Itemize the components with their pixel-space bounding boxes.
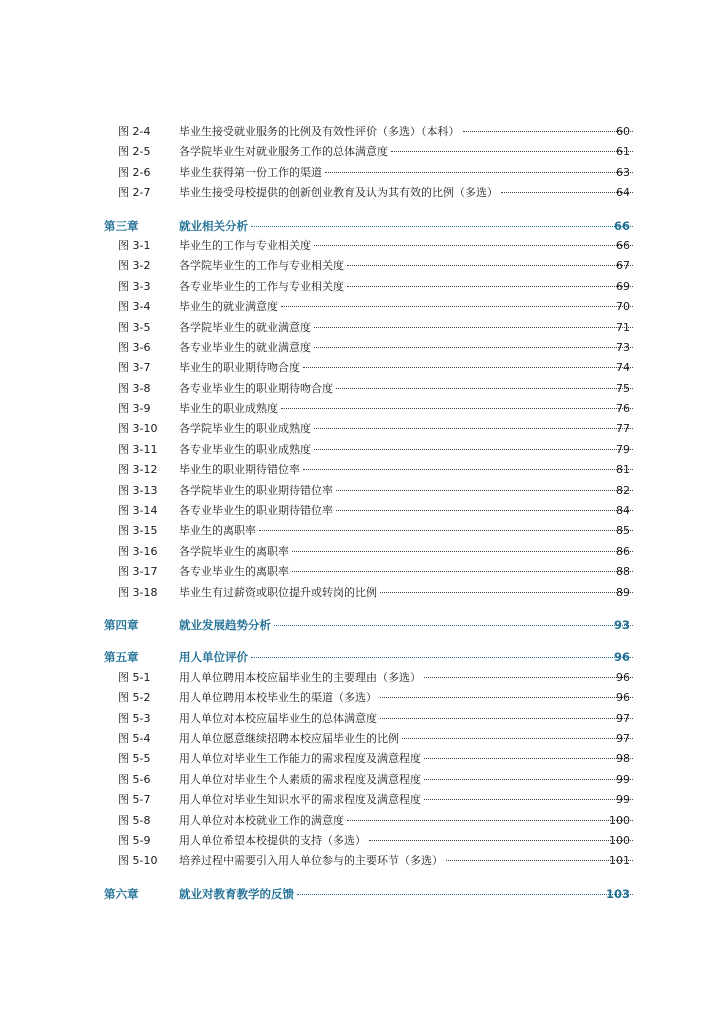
- page-number: 70: [616, 300, 630, 314]
- dot-leader: [336, 387, 633, 389]
- entry-title: 各专业毕业生的职业成熟度: [179, 442, 311, 456]
- entry-title: 各学院毕业生的离职率: [179, 544, 289, 558]
- page-number: 93: [613, 617, 630, 632]
- toc-chapter-entry[interactable]: [0, 647, 724, 667]
- figure-number: 图 3-3: [118, 279, 151, 293]
- toc-figure-entry[interactable]: [0, 790, 724, 810]
- page-number: 96: [616, 691, 630, 705]
- entry-title-line: [179, 142, 634, 162]
- entry-title-line: [179, 647, 634, 667]
- figure-number: 图 5-6: [118, 772, 151, 786]
- entry-title: 各学院毕业生的职业成熟度: [179, 422, 311, 436]
- toc-figure-entry[interactable]: [0, 297, 724, 317]
- entry-title-line: [179, 122, 634, 142]
- figure-number: 图 3-7: [118, 361, 151, 375]
- entry-title: 毕业生有过薪资或职位提升或转岗的比例: [179, 585, 377, 599]
- dot-leader: [369, 839, 633, 841]
- entry-title: 用人单位对毕业生工作能力的需求程度及满意程度: [179, 752, 421, 766]
- entry-title-line: [179, 379, 634, 399]
- toc-figure-entry[interactable]: [0, 318, 724, 338]
- entry-title-line: [179, 338, 634, 358]
- page-number: 84: [616, 504, 630, 518]
- figure-number: 图 3-9: [118, 402, 151, 416]
- figure-number: 图 3-18: [118, 585, 158, 599]
- toc-figure-entry[interactable]: [0, 562, 724, 582]
- entry-title-line: [179, 163, 634, 183]
- entry-title-line: [179, 668, 634, 688]
- figure-number: 图 3-6: [118, 340, 151, 354]
- figure-number: 图 5-2: [118, 691, 151, 705]
- toc-figure-entry[interactable]: [0, 521, 724, 541]
- entry-title: 用人单位愿意继续招聘本校应届毕业生的比例: [179, 731, 399, 745]
- figure-number: 图 3-2: [118, 259, 151, 273]
- figure-number: 图 3-14: [118, 504, 158, 518]
- dot-leader: [251, 656, 633, 658]
- figure-number: 图 5-7: [118, 793, 151, 807]
- dot-leader: [446, 859, 633, 861]
- figure-number: 图 3-8: [118, 381, 151, 395]
- toc-chapter-entry[interactable]: [0, 615, 724, 635]
- dot-leader: [402, 737, 633, 739]
- dot-leader: [292, 550, 633, 552]
- page-number: 99: [616, 772, 630, 786]
- page-number: 97: [616, 731, 630, 745]
- chapter-spacer: [0, 603, 724, 615]
- entry-title-line: [179, 236, 634, 256]
- page-number: 85: [616, 524, 630, 538]
- entry-title-line: [179, 811, 634, 831]
- entry-title: 各专业毕业生的职业期待吻合度: [179, 381, 333, 395]
- page-number: 86: [616, 544, 630, 558]
- dot-leader: [463, 130, 634, 132]
- page-number: 69: [616, 279, 630, 293]
- dot-leader: [251, 225, 633, 227]
- entry-title-line: [179, 542, 634, 562]
- page-number: 88: [616, 565, 630, 579]
- toc-figure-entry[interactable]: [0, 163, 724, 183]
- entry-title-line: [179, 709, 634, 729]
- toc-figure-entry[interactable]: [0, 749, 724, 769]
- dot-leader: [391, 150, 633, 152]
- chapter-number: 第五章: [104, 650, 139, 665]
- entry-title: 用人单位对本校应届毕业生的总体满意度: [179, 711, 377, 725]
- dot-leader: [292, 570, 633, 572]
- toc-figure-entry[interactable]: [0, 379, 724, 399]
- entry-title: 各专业毕业生的职业期待错位率: [179, 504, 333, 518]
- toc-figure-entry[interactable]: [0, 358, 724, 378]
- page-number: 100: [609, 813, 630, 827]
- entry-title: 各学院毕业生对就业服务工作的总体满意度: [179, 145, 388, 159]
- toc-figure-entry[interactable]: [0, 338, 724, 358]
- dot-leader: [380, 717, 633, 719]
- figure-number: 图 3-10: [118, 422, 158, 436]
- dot-leader: [274, 624, 633, 626]
- dot-leader: [281, 407, 633, 409]
- entry-title: 各专业毕业生的就业满意度: [179, 340, 311, 354]
- entry-title: 就业发展趋势分析: [179, 617, 271, 632]
- figure-number: 图 2-5: [118, 145, 151, 159]
- figure-number: 图 5-3: [118, 711, 151, 725]
- figure-number: 图 3-15: [118, 524, 158, 538]
- page-number: 103: [605, 886, 630, 901]
- entry-title: 用人单位聘用本校应届毕业生的主要理由（多选）: [179, 670, 421, 684]
- entry-title-line: [179, 399, 634, 419]
- entry-title: 用人单位对本校就业工作的满意度: [179, 813, 344, 827]
- page-number: 66: [616, 238, 630, 252]
- dot-leader: [314, 448, 633, 450]
- entry-title: 就业对教育教学的反馈: [179, 886, 294, 901]
- chapter-number: 第六章: [104, 886, 139, 901]
- entry-title: 毕业生的就业满意度: [179, 300, 278, 314]
- toc-figure-entry[interactable]: [0, 831, 724, 851]
- dot-leader: [303, 366, 633, 368]
- entry-title-line: [179, 501, 634, 521]
- toc-figure-entry[interactable]: [0, 419, 724, 439]
- dot-leader: [314, 427, 633, 429]
- dot-leader: [303, 468, 633, 470]
- entry-title: 毕业生的离职率: [179, 524, 256, 538]
- page-number: 82: [616, 483, 630, 497]
- entry-title-line: [179, 521, 634, 541]
- toc-figure-entry[interactable]: [0, 811, 724, 831]
- dot-leader: [347, 264, 633, 266]
- entry-title-line: [179, 460, 634, 480]
- entry-title-line: [179, 277, 634, 297]
- figure-number: 图 5-8: [118, 813, 151, 827]
- chapter-spacer: [0, 204, 724, 216]
- entry-title: 各学院毕业生的就业满意度: [179, 320, 311, 334]
- entry-title: 用人单位希望本校提供的支持（多选）: [179, 833, 366, 847]
- entry-title: 毕业生接受母校提供的创新创业教育及认为其有效的比例（多选）: [179, 186, 498, 200]
- dot-leader: [314, 244, 633, 246]
- figure-number: 图 3-13: [118, 483, 158, 497]
- toc-figure-entry[interactable]: [0, 501, 724, 521]
- page-number: 71: [616, 320, 630, 334]
- page-number: 79: [616, 442, 630, 456]
- entry-title: 各学院毕业生的工作与专业相关度: [179, 259, 344, 273]
- toc-figure-entry[interactable]: [0, 851, 724, 871]
- dot-leader: [424, 676, 633, 678]
- entry-title-line: [179, 615, 634, 635]
- toc-figure-entry[interactable]: [0, 460, 724, 480]
- page-number: 97: [616, 711, 630, 725]
- page-number: 63: [616, 165, 630, 179]
- figure-number: 图 3-17: [118, 565, 158, 579]
- entry-title-line: [179, 688, 634, 708]
- entry-title: 各学院毕业生的职业期待错位率: [179, 483, 333, 497]
- page-number: 98: [616, 752, 630, 766]
- dot-leader: [336, 489, 633, 491]
- toc-figure-entry[interactable]: [0, 142, 724, 162]
- dot-leader: [380, 591, 633, 593]
- figure-number: 图 3-4: [118, 300, 151, 314]
- entry-title-line: [179, 729, 634, 749]
- entry-title: 毕业生的职业期待错位率: [179, 463, 300, 477]
- entry-title-line: [179, 183, 634, 203]
- page-number: 61: [616, 145, 630, 159]
- toc-chapter-entry[interactable]: [0, 216, 724, 236]
- toc-figure-entry[interactable]: [0, 583, 724, 603]
- figure-number: 图 3-5: [118, 320, 151, 334]
- entry-title: 各专业毕业生的离职率: [179, 565, 289, 579]
- entry-title-line: [179, 851, 634, 871]
- page-number: 73: [616, 340, 630, 354]
- toc-figure-entry[interactable]: [0, 122, 724, 142]
- page-number: 74: [616, 361, 630, 375]
- dot-leader: [424, 778, 633, 780]
- page-number: 100: [609, 833, 630, 847]
- page-number: 75: [616, 381, 630, 395]
- figure-number: 图 5-9: [118, 833, 151, 847]
- page-number: 96: [613, 650, 630, 665]
- toc-figure-entry[interactable]: [0, 709, 724, 729]
- dot-leader: [424, 798, 633, 800]
- dot-leader: [281, 305, 633, 307]
- dot-leader: [314, 346, 633, 348]
- entry-title: 用人单位对毕业生个人素质的需求程度及满意程度: [179, 772, 421, 786]
- figure-number: 图 3-16: [118, 544, 158, 558]
- dot-leader: [380, 696, 633, 698]
- page-number: 77: [616, 422, 630, 436]
- figure-number: 图 2-4: [118, 125, 151, 138]
- dot-leader: [314, 326, 633, 328]
- toc-figure-entry[interactable]: [0, 668, 724, 688]
- figure-number: 图 5-1: [118, 670, 151, 684]
- entry-title: 毕业生的职业成熟度: [179, 402, 278, 416]
- toc-figure-entry[interactable]: [0, 277, 724, 297]
- entry-title-line: [179, 884, 634, 904]
- chapter-number: 第三章: [104, 218, 139, 233]
- dot-leader: [347, 285, 633, 287]
- entry-title-line: [179, 770, 634, 790]
- page-number: 101: [609, 854, 630, 868]
- figure-number: 图 3-12: [118, 463, 158, 477]
- entry-title: 毕业生的工作与专业相关度: [179, 238, 311, 252]
- toc-figure-entry[interactable]: [0, 481, 724, 501]
- toc-figure-entry[interactable]: [0, 399, 724, 419]
- figure-number: 图 3-11: [118, 442, 158, 456]
- dot-leader: [259, 529, 633, 531]
- entry-title-line: [179, 790, 634, 810]
- entry-title: 毕业生获得第一份工作的渠道: [179, 165, 322, 179]
- toc-chapter-entry[interactable]: [0, 884, 724, 904]
- dot-leader: [424, 757, 633, 759]
- page-number: 81: [616, 463, 630, 477]
- entry-title-line: [179, 562, 634, 582]
- entry-title-line: [179, 831, 634, 851]
- dot-leader: [297, 893, 633, 895]
- toc-figure-entry[interactable]: [0, 236, 724, 256]
- toc-figure-entry[interactable]: [0, 729, 724, 749]
- entry-title: 毕业生接受就业服务的比例及有效性评价（多选）（本科）: [179, 125, 460, 138]
- figure-number: 图 5-5: [118, 752, 151, 766]
- entry-title: 毕业生的职业期待吻合度: [179, 361, 300, 375]
- entry-title: 用人单位对毕业生知识水平的需求程度及满意程度: [179, 793, 421, 807]
- entry-title-line: [179, 216, 634, 236]
- toc-figure-entry[interactable]: [0, 440, 724, 460]
- toc-figure-entry[interactable]: [0, 542, 724, 562]
- toc-figure-entry[interactable]: [0, 183, 724, 203]
- page-number: 60: [616, 125, 630, 138]
- toc-figure-entry[interactable]: [0, 256, 724, 276]
- entry-title: 培养过程中需要引入用人单位参与的主要环节（多选）: [179, 854, 443, 868]
- dot-leader: [325, 171, 633, 173]
- page-number: 96: [616, 670, 630, 684]
- figure-number: 图 5-4: [118, 731, 151, 745]
- entry-title: 就业相关分析: [179, 218, 248, 233]
- entry-title-line: [179, 749, 634, 769]
- figure-number: 图 2-6: [118, 165, 151, 179]
- page-number: 67: [616, 259, 630, 273]
- entry-title-line: [179, 440, 634, 460]
- page-number: 89: [616, 585, 630, 599]
- entry-title-line: [179, 583, 634, 603]
- entry-title-line: [179, 297, 634, 317]
- page-number: 64: [616, 186, 630, 200]
- entry-title-line: [179, 419, 634, 439]
- entry-title-line: [179, 481, 634, 501]
- toc-figure-entry[interactable]: [0, 770, 724, 790]
- table-of-contents: [0, 122, 724, 904]
- entry-title: 各专业毕业生的工作与专业相关度: [179, 279, 344, 293]
- page-number: 66: [613, 218, 630, 233]
- figure-number: 图 3-1: [118, 238, 151, 252]
- dot-leader: [347, 819, 633, 821]
- chapter-number: 第四章: [104, 617, 139, 632]
- entry-title-line: [179, 256, 634, 276]
- dot-leader: [501, 191, 633, 193]
- entry-title-line: [179, 358, 634, 378]
- page-number: 76: [616, 402, 630, 416]
- page-number: 99: [616, 793, 630, 807]
- toc-figure-entry[interactable]: [0, 688, 724, 708]
- chapter-spacer: [0, 872, 724, 884]
- dot-leader: [336, 509, 633, 511]
- figure-number: 图 2-7: [118, 186, 151, 200]
- chapter-spacer: [0, 635, 724, 647]
- entry-title: 用人单位评价: [179, 650, 248, 665]
- entry-title: 用人单位聘用本校毕业生的渠道（多选）: [179, 691, 377, 705]
- entry-title-line: [179, 318, 634, 338]
- figure-number: 图 5-10: [118, 854, 158, 868]
